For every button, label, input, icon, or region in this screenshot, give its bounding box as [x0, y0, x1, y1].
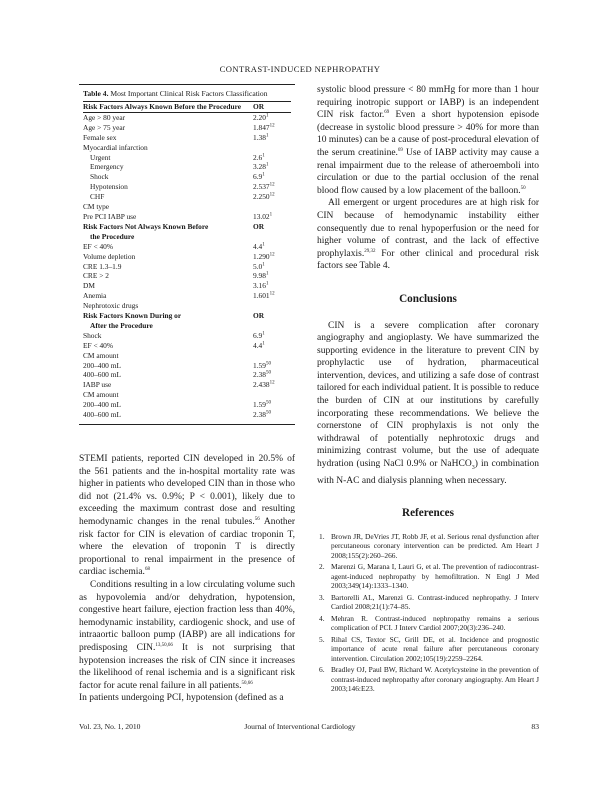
- risk-factor-label: Risk Factors Always Known Before the Procedure: [83, 102, 253, 112]
- table-row: [83, 182, 291, 192]
- risk-factor-label: IABP use: [83, 380, 112, 390]
- odds-ratio-value: [253, 143, 291, 153]
- table-row: [83, 222, 291, 232]
- odds-ratio-value: 1.847$^{12}$: [253, 122, 275, 132]
- odds-ratio-value: OR: [253, 102, 291, 112]
- table-row: [83, 370, 291, 380]
- odds-ratio-value: 3.28$^1$: [253, 162, 269, 172]
- odds-ratio-value: 1.601$^{12}$: [253, 291, 275, 301]
- risk-factor-label: EF < 40%: [83, 340, 114, 350]
- table-row: [83, 212, 291, 222]
- table-row: [83, 162, 291, 172]
- odds-ratio-value: 1.59$^{50}$: [253, 400, 271, 410]
- footer-page-number: 83: [531, 722, 539, 731]
- paragraph: All emergent or urgent procedures are at high risk for CIN because of hemodynamic instability either consequently due to renal hypoperfusion or the need for higher volume of contrast, and the lack of effective prophylaxis.$^{29,32}$ For other clinical and procedural risk factors see Table 4.: [317, 198, 539, 272]
- table-row: [83, 400, 291, 410]
- odds-ratio-value: 1.290$^{12}$: [253, 251, 275, 261]
- risk-factor-label: the Procedure: [90, 231, 135, 241]
- risk-factor-label: CRE > 2: [83, 271, 109, 281]
- odds-ratio-value: 1.38$^1$: [253, 132, 269, 142]
- risk-factor-label: Urgent: [90, 152, 111, 162]
- table-row: [83, 311, 291, 321]
- odds-ratio-value: 13.02$^1$: [253, 211, 273, 221]
- reference-text: Bradley OJ, Paul BW, Richard W. Acetylcysteine in the prevention of contrast-induced nephropathy after coronary angiography. Am Heart J 2003;146:E23.: [331, 665, 539, 694]
- table-row: [83, 202, 291, 212]
- risk-factor-label: Volume depletion: [83, 251, 136, 261]
- footer-volume: Vol. 23, No. 1, 2010: [79, 722, 141, 731]
- odds-ratio-value: 2.38$^{50}$: [253, 370, 271, 380]
- table-row: [83, 291, 291, 301]
- risk-factor-label: Risk Factors Known During or: [83, 311, 182, 321]
- conclusions-paragraph: CIN is a severe complication after coronary angiography and angioplasty. We have summarized the supporting evidence in the literature to prevent CIN by prophylactic use of hydration, pharmaceutical intervention, devices, and utilizing a safe dose of contrast tailored for each individual patient. It is possible to reduce the burden of CIN at our institutions by carefully incorporating these recommendations. We believe the cornerstone of CIN prophylaxis is not only the withdrawal of potentially nephrotoxic drugs and minimizing contrast volume, but the use of adequate hydration (using NaCl 0.9% or NaHCO$_3$) in combination with N-AC and dialysis planning when necessary.: [317, 320, 539, 486]
- odds-ratio-value: 2.438$^{12}$: [253, 380, 275, 390]
- odds-ratio-value: [253, 351, 291, 361]
- references-list: [317, 532, 539, 694]
- risk-factor-label: CRE 1.3–1.9: [83, 261, 122, 271]
- risk-table: [83, 102, 291, 420]
- reference-item: [317, 593, 539, 612]
- risk-factor-label: DM: [83, 281, 95, 291]
- risk-factor-label: 400–600 mL: [83, 410, 121, 420]
- odds-ratio-value: 2.20$^1$: [253, 112, 269, 122]
- table-row: [83, 172, 291, 182]
- reference-item: [317, 665, 539, 694]
- risk-factor-label: Age > 80 year: [83, 112, 126, 122]
- odds-ratio-value: $6.9^1$: [253, 172, 265, 182]
- risk-factor-label: Pre PCI IABP use: [83, 211, 137, 221]
- table-row: [83, 192, 291, 202]
- table-row: [83, 143, 291, 153]
- reference-text: Brown JR, DeVries JT, Robb JF, et al. Serious renal dysfunction after percutaneous coronary intervention can be predicted. Am Heart J 2008;155(2):260–266.: [331, 531, 539, 560]
- odds-ratio-value: $2.6^1$: [253, 152, 265, 162]
- footer-journal: Journal of Interventional Cardiology: [244, 722, 356, 731]
- reference-number: 4.: [319, 613, 325, 623]
- table-row: [83, 271, 291, 281]
- risk-factor-label: Shock: [90, 172, 109, 182]
- risk-factor-label: Anemia: [83, 291, 107, 301]
- table-row: [83, 232, 291, 242]
- table-row: [83, 361, 291, 371]
- risk-factor-label: Age > 75 year: [83, 122, 126, 132]
- right-column: [317, 84, 539, 696]
- odds-ratio-value: $4.4^1$: [253, 340, 265, 350]
- odds-ratio-value: [253, 390, 291, 400]
- odds-ratio-value: 2.38$^{50}$: [253, 410, 271, 420]
- table-caption: [83, 85, 291, 102]
- table-caption-text: Most Important Clinical Risk Factors Classification: [110, 89, 268, 98]
- reference-item: [317, 614, 539, 633]
- paragraph: Conditions resulting in a low circulating volume such as hypovolemia and/or dehydration, hypotension, congestive heart failure, ejection fraction less than 40%, hemodynamic instability, cardiogenic shock, and use of intraaortic balloon pump (IABP) are all indications for predisposing CIN.$^{13,50,66}$ It is not surprising that hypotension increases the risk of CIN since it increases the likelihood of renal ischemia and is a significant risk factor for acute renal failure in all patients.$^{50,66}$: [79, 579, 295, 691]
- risk-factor-label: CM amount: [83, 350, 119, 360]
- risk-factor-label: CM amount: [83, 390, 119, 400]
- running-head: CONTRAST-INDUCED NEPHROPATHY: [219, 64, 381, 74]
- risk-factor-label: Nephrotoxic drugs: [83, 301, 139, 311]
- table-row: [83, 102, 291, 112]
- table-row: [83, 331, 291, 341]
- risk-factor-label: CHF: [90, 192, 105, 202]
- table-row: [83, 112, 291, 122]
- risk-factor-label: Hypotension: [90, 182, 128, 192]
- reference-text: Rihal CS, Textor SC, Grill DE, et al. Incidence and prognostic importance of acute renal failure after percutaneous coronary intervention. Circulation 2002;105(19):2259–2264.: [331, 634, 539, 663]
- paragraph: STEMI patients, reported CIN developed in 20.5% of the 561 patients and the in-hospital mortality rate was higher in patients who developed CIN than in those who did not (21.4% vs. 0.9%; P < 0.001), likely due to exceeding the maximum contrast dose and resulting hemodynamic changes in the renal tubules.$^{56}$ Another risk factor for CIN is elevation of cardiac troponin T, where the elevation of troponin T is directly proportional to renal impairment in the presence of cardiac ischemia.$^{68}$: [79, 454, 296, 578]
- risk-factor-label: Emergency: [90, 162, 124, 172]
- odds-ratio-value: $5.0^1$: [253, 261, 265, 271]
- table-label: Table 4.: [83, 89, 109, 98]
- reference-item: [317, 532, 539, 561]
- risk-factor-label: 200–400 mL: [83, 360, 121, 370]
- risk-factor-label: EF < 40%: [83, 241, 114, 251]
- table-row: [83, 301, 291, 311]
- risk-factor-label: 400–600 mL: [83, 370, 121, 380]
- reference-number: 6.: [319, 665, 325, 675]
- table-row: [83, 390, 291, 400]
- odds-ratio-value: 9.98$^1$: [253, 271, 269, 281]
- table-row: [83, 153, 291, 163]
- odds-ratio-value: $6.9^1$: [253, 330, 265, 340]
- odds-ratio-value: 2.537$^{12}$: [253, 182, 275, 192]
- table-row: [83, 133, 291, 143]
- reference-item: [317, 562, 539, 591]
- references-heading: References: [402, 507, 454, 520]
- odds-ratio-value: 1.59$^{50}$: [253, 360, 271, 370]
- table-row: [83, 410, 291, 420]
- table-row: [83, 123, 291, 133]
- table-row: [83, 242, 291, 252]
- odds-ratio-value: [253, 232, 291, 242]
- left-column: [79, 84, 295, 425]
- table-row: [83, 351, 291, 361]
- odds-ratio-value: [253, 301, 291, 311]
- risk-factor-label: 200–400 mL: [83, 400, 121, 410]
- odds-ratio-value: 3.16$^1$: [253, 281, 269, 291]
- paragraph: systolic blood pressure < 80 mmHg for more than 1 hour requiring inotropic support or IABP) is an independent CIN risk factor.$^{69}$ Even a short hypotension episode (decrease in systolic blood pressure > 40% for more than 10 minutes) can be a cause of post-procedural elevation of the serum creatinine.$^{69}$ Use of IABP activity may cause a renal impairment due to the release of atheroemboli into circulation or due to the partial occlusion of the renal blood flow caused by a low placement of the balloon.$^{50}$: [317, 85, 539, 196]
- table-row: [83, 252, 291, 262]
- reference-text: Mehran R. Contrast-induced nephropathy remains a serious complication of PCI. J Interv Cardiol 2007;20(3):236–240.: [331, 613, 539, 633]
- reference-number: 2.: [319, 562, 325, 572]
- risk-factor-label: Risk Factors Not Always Known Before: [83, 221, 209, 231]
- table-row: [83, 341, 291, 351]
- reference-item: [317, 635, 539, 664]
- odds-ratio-value: [253, 202, 291, 212]
- paragraph: In patients undergoing PCI, hypotension (defined as a: [79, 693, 284, 704]
- table-row: [83, 262, 291, 272]
- reference-number: 5.: [319, 634, 325, 644]
- reference-number: 1.: [319, 531, 325, 541]
- risk-factor-label: CM type: [83, 202, 110, 212]
- odds-ratio-value: OR: [253, 311, 265, 321]
- table-row: [83, 321, 291, 331]
- odds-ratio-value: [253, 321, 291, 331]
- risk-factor-label: Shock: [83, 330, 102, 340]
- left-body-text: [79, 453, 295, 705]
- conclusions-heading: Conclusions: [399, 292, 457, 305]
- reference-text: Marenzi G, Marana I, Lauri G, et al. The prevention of radiocontrast-agent-induced nephropathy by hemofiltration. N Engl J Med 2003;349(14):1333–1340.: [331, 562, 539, 591]
- odds-ratio-value: OR: [253, 221, 265, 231]
- table-row: [83, 281, 291, 291]
- odds-ratio-value: $4.4^1$: [253, 241, 265, 251]
- reference-number: 3.: [319, 592, 325, 602]
- reference-text: Bartorelli AL, Marenzi G. Contrast-induced nephropathy. J Interv Cardiol 2008;21(1):74–85.: [331, 592, 539, 612]
- risk-factors-table: [79, 84, 295, 425]
- risk-factor-label: Myocardial infarction: [83, 142, 148, 152]
- risk-factor-label: Female sex: [83, 132, 117, 142]
- risk-factor-label: After the Procedure: [90, 320, 153, 330]
- table-row: [83, 380, 291, 390]
- odds-ratio-value: 2.250$^{12}$: [253, 192, 275, 202]
